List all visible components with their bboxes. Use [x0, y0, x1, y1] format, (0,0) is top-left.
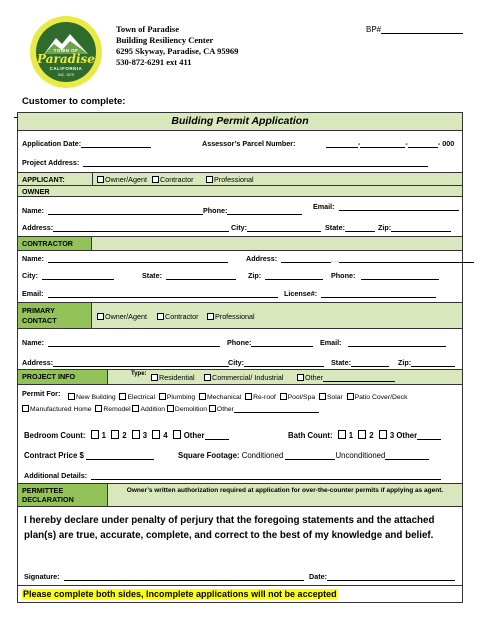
checkbox-icon — [358, 430, 366, 439]
permit-form — [17, 112, 463, 603]
declaration-header — [18, 483, 462, 506]
additional-details-field[interactable]: Additional Details: — [24, 471, 441, 480]
town-name: Town of Paradise — [116, 24, 179, 34]
contract-price-field[interactable]: Contract Price $ — [24, 451, 154, 460]
contractor-zip-field[interactable]: Zip: — [248, 271, 323, 280]
permit-electrical[interactable]: Electrical — [119, 394, 155, 401]
applicant-option-contractor[interactable]: Contractor — [152, 175, 194, 184]
primary-state-field[interactable]: State: — [331, 358, 389, 367]
type-label: Type: — [131, 371, 147, 377]
checkbox-icon — [97, 176, 104, 183]
permit-reroof[interactable]: Re-roof — [245, 394, 276, 401]
checkbox-icon — [207, 313, 214, 320]
owner-phone-field[interactable]: Phone: — [203, 206, 302, 215]
primary-email-field[interactable]: Email: — [320, 338, 446, 347]
logo-town-of: TOWN OF — [53, 48, 79, 53]
applicant-label: APPLICANT: — [22, 175, 65, 184]
bath-option-other[interactable]: Other — [396, 431, 441, 440]
date-field[interactable]: Date: — [309, 572, 455, 581]
primary-contact-section — [18, 328, 462, 369]
bath-option-1[interactable]: 1 — [335, 431, 353, 440]
permit-remodel[interactable]: Remodel — [95, 406, 130, 413]
checkbox-icon — [132, 405, 139, 412]
checkbox-icon — [95, 405, 102, 412]
checkbox-icon — [68, 393, 75, 400]
primary-option-owner[interactable]: Owner/Agent — [97, 312, 147, 321]
contractor-phone-field[interactable]: Phone: — [331, 271, 439, 280]
checkbox-icon — [111, 430, 119, 439]
project-info-label: PROJECT INFO — [18, 370, 108, 384]
bath-option-2[interactable]: 2 — [355, 431, 373, 440]
declaration-note: Owner’s written authorization required at application for over-the-counter permits if applying as agent. — [126, 487, 444, 494]
bedroom-option-other[interactable]: Other — [170, 431, 229, 440]
permit-manufactured-home[interactable]: Manufactured Home — [22, 406, 92, 413]
owner-label: OWNER — [22, 187, 50, 196]
declaration-text: I hereby declare under penalty of perjury that the foregoing statements and the attached plan(s) are true, accurate, complete, and correct to the best of my knowledge and belief. — [24, 515, 435, 541]
owner-zip-field[interactable]: Zip: — [378, 223, 451, 232]
permit-mechanical[interactable]: Mechanical — [199, 394, 241, 401]
bp-number-field[interactable] — [366, 25, 463, 34]
checkbox-icon — [209, 405, 216, 412]
office-name: Building Resiliency Center — [116, 35, 214, 45]
checkbox-icon — [22, 405, 29, 412]
primary-city-field[interactable]: City: — [228, 358, 324, 367]
permit-patio-cover[interactable]: Patio Cover/Deck — [347, 394, 408, 401]
contractor-city-field[interactable]: City: — [22, 271, 114, 280]
bath-option-3[interactable]: 3 — [376, 431, 394, 440]
checkbox-icon — [157, 313, 164, 320]
contractor-label: CONTRACTOR — [18, 237, 92, 250]
contractor-state-field[interactable]: State: — [142, 271, 236, 280]
phone-number: 530-872-6291 ext 411 — [116, 57, 192, 67]
customer-heading: Customer to complete: — [22, 96, 126, 107]
permit-addition[interactable]: Addition — [132, 406, 165, 413]
bp-label: BP# — [366, 25, 382, 34]
permit-row-2 — [22, 405, 319, 413]
applicant-option-professional[interactable]: Professional — [206, 175, 254, 184]
checkbox-icon — [204, 374, 211, 381]
bedroom-count-row: Bedroom Count: 1 2 3 4 Other — [24, 430, 229, 440]
primary-option-contractor[interactable]: Contractor — [157, 312, 199, 321]
primary-contact-label: PRIMARY CONTACT — [18, 303, 92, 328]
permit-other[interactable]: Other — [209, 406, 319, 413]
street-address: 6295 Skyway, Paradise, CA 95969 — [116, 46, 239, 56]
logo-state: CALIFORNIA — [49, 66, 83, 71]
checkbox-icon — [280, 393, 287, 400]
application-date-field[interactable]: Application Date: — [22, 139, 151, 148]
logo-field — [36, 22, 96, 82]
type-option-residential[interactable]: Residential — [151, 373, 195, 382]
primary-address-field[interactable]: Address: — [22, 358, 229, 367]
permit-for-label: Permit For: — [22, 389, 61, 398]
checkbox-icon — [119, 393, 126, 400]
checkbox-icon — [347, 393, 354, 400]
town-logo — [30, 16, 102, 88]
owner-email-field[interactable]: Email: — [313, 202, 459, 211]
owner-header — [18, 185, 462, 196]
primary-phone-field[interactable]: Phone: — [227, 338, 313, 347]
checkbox-icon — [152, 430, 160, 439]
square-footage-field[interactable]: Square Footage: Conditioned Unconditioned — [178, 451, 429, 460]
project-info-header — [18, 369, 462, 384]
owner-section — [18, 196, 462, 236]
applicant-option-owner[interactable]: Owner/Agent — [97, 175, 147, 184]
checkbox-icon — [206, 176, 213, 183]
project-address-field[interactable]: Project Address: — [22, 158, 428, 167]
contractor-section — [18, 250, 462, 302]
incomplete-warning: Please complete both sides, Incomplete applications will not be accepted — [23, 589, 337, 599]
checkbox-icon — [297, 374, 304, 381]
declaration-label: PERMITTEE DECLARATION — [18, 484, 108, 506]
checkbox-icon — [319, 393, 326, 400]
checkbox-icon — [97, 313, 104, 320]
checkbox-icon — [152, 176, 159, 183]
permit-pool-spa[interactable]: Pool/Spa — [280, 394, 316, 401]
checkbox-icon — [245, 393, 252, 400]
signature-field[interactable]: Signature: — [24, 572, 304, 581]
warning-row — [18, 585, 462, 603]
office-address — [116, 24, 238, 68]
checkbox-icon — [159, 393, 166, 400]
parcel-number-field[interactable]: - - - 000 — [326, 139, 454, 148]
checkbox-icon — [167, 405, 174, 412]
contractor-name-field[interactable]: Name: — [22, 254, 228, 263]
primary-option-professional[interactable]: Professional — [207, 312, 255, 321]
logo-inc: INC. 1979 — [58, 73, 74, 77]
primary-zip-field[interactable]: Zip: — [398, 358, 455, 367]
permit-row-1 — [68, 393, 407, 401]
contractor-address-field[interactable]: Address: __ — [246, 254, 474, 263]
checkbox-icon — [338, 430, 346, 439]
form-title: Building Permit Application — [171, 115, 309, 127]
permit-demolition[interactable]: Demolition — [167, 406, 207, 413]
permit-details-section — [18, 384, 462, 483]
permit-plumbing[interactable]: Plumbing — [159, 394, 195, 401]
primary-contact-header — [18, 302, 462, 328]
checkbox-icon — [91, 430, 99, 439]
bp-number-line[interactable] — [381, 26, 463, 34]
applicant-row — [18, 172, 462, 185]
bedroom-option-1[interactable]: 1 — [88, 431, 106, 440]
checkbox-icon — [173, 430, 181, 439]
type-option-other[interactable]: Other — [297, 373, 395, 382]
parcel-number-label: Assessor’s Parcel Number: — [202, 139, 296, 148]
checkbox-icon — [199, 393, 206, 400]
logo-name: Paradise — [37, 52, 95, 66]
checkbox-icon — [151, 374, 158, 381]
owner-state-field[interactable]: State: — [325, 223, 375, 232]
contractor-license-field[interactable]: License#: — [284, 289, 436, 298]
permit-solar[interactable]: Solar — [319, 394, 343, 401]
bedroom-option-2[interactable]: 2 — [108, 431, 126, 440]
owner-name-field[interactable]: Name: — [22, 206, 203, 215]
bedroom-option-3[interactable]: 3 — [129, 431, 147, 440]
owner-city-field[interactable]: City: — [231, 223, 321, 232]
primary-name-field[interactable]: Name: — [22, 338, 220, 347]
contractor-email-field[interactable]: Email: — [22, 289, 278, 298]
application-section — [18, 130, 462, 172]
form-title-band — [18, 113, 462, 130]
owner-address-field[interactable]: Address: — [22, 223, 229, 232]
bath-count-row: Bath Count: 1 2 3 Other — [288, 430, 441, 440]
checkbox-icon — [132, 430, 140, 439]
permit-new-building[interactable]: New Building — [68, 394, 116, 401]
bedroom-option-4[interactable]: 4 — [149, 431, 167, 440]
checkbox-icon — [379, 430, 387, 439]
contractor-header — [18, 236, 462, 250]
declaration-section — [18, 506, 462, 585]
type-option-commercial[interactable]: Commercial/ Industrial — [204, 373, 284, 382]
